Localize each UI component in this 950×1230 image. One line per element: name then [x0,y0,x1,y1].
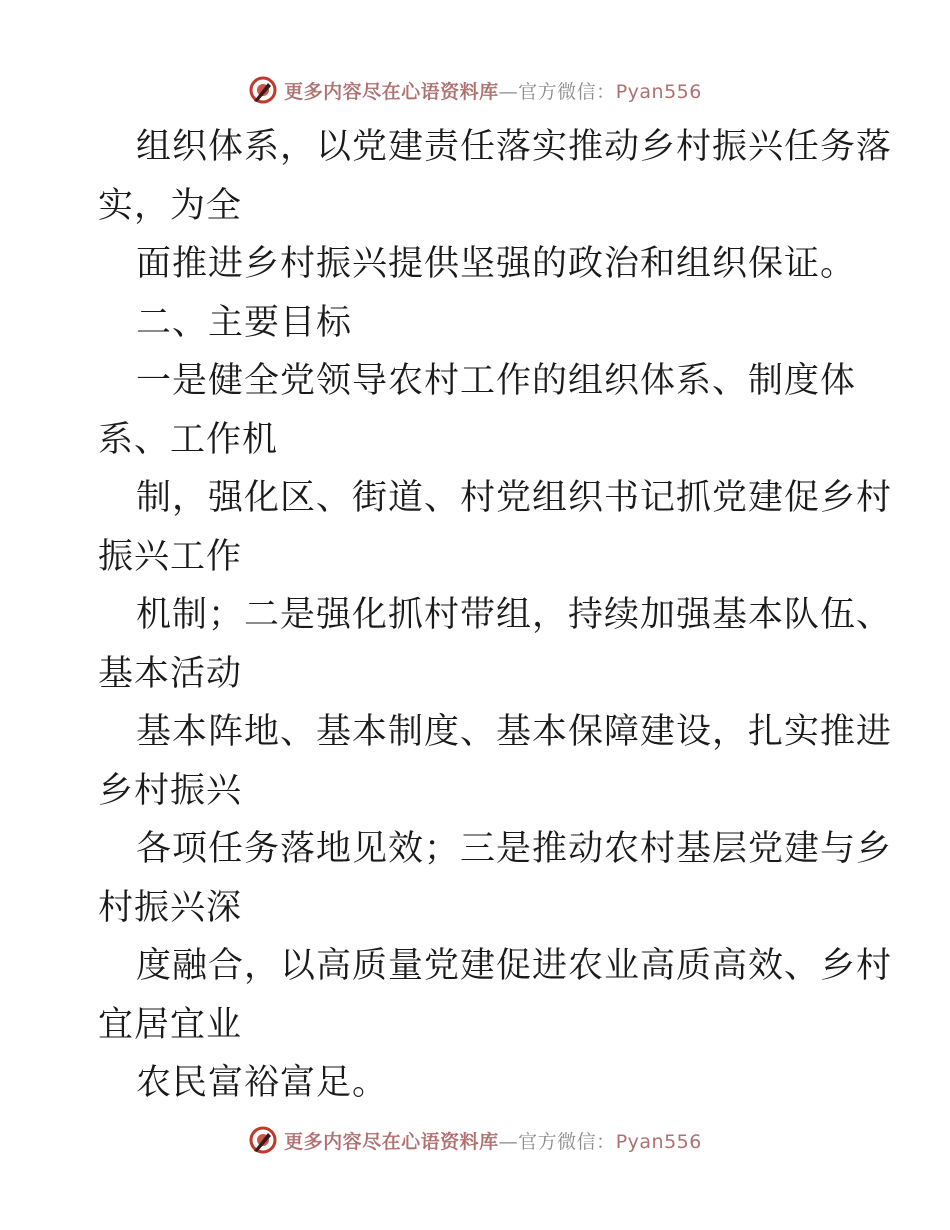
pen-logo-icon [248,75,278,105]
text-line: 宜居宜业 [98,1004,243,1045]
text-line: 基本阵地、基本制度、基本保障建设，扎实推进 [136,712,893,752]
text-line: 度融合，以高质量党建促进农业高质高效、乡村 [136,946,893,986]
text-line: 实，为全 [98,185,243,226]
watermark-account: Pyan556 [615,1130,702,1153]
text-line: 制，强化区、街道、村党组织书记抓党建促乡村 [136,478,893,518]
text-line: 机制；二是强化抓村带组，持续加强基本队伍、 [136,595,893,635]
watermark-dash: — [498,1130,519,1153]
text-line: 组织体系，以党建责任落实推动乡村振兴任务落 [136,127,893,167]
watermark-official: 官方微信： [518,1130,616,1153]
watermark-account: Pyan556 [615,80,702,103]
section-heading: 二、主要目标 [136,302,353,343]
text-line: 面推进乡村振兴提供坚强的政治和组织保证。 [136,244,857,284]
text-line: 农民富裕富足。 [136,1063,389,1103]
text-line: 各项任务落地见效；三是推动农村基层党建与乡 [136,829,893,869]
text-line: 基本活动 [98,653,243,694]
text-line: 乡村振兴 [98,770,243,811]
watermark-header [0,72,950,108]
pen-logo-icon [248,1125,278,1155]
watermark-dash: — [498,80,519,103]
watermark-footer [0,1122,950,1158]
text-line: 村振兴深 [98,887,243,928]
text-line: 振兴工作 [98,536,243,577]
watermark-main: 更多内容尽在心语资料库 [284,80,499,103]
text-line: 一是健全党领导农村工作的组织体系、制度体 [136,361,857,401]
watermark-text [284,77,702,104]
watermark-main: 更多内容尽在心语资料库 [284,1130,499,1153]
text-line: 系、工作机 [98,419,279,460]
watermark-text [284,1127,702,1154]
watermark-official: 官方微信： [518,80,616,103]
document-body [98,118,893,1113]
